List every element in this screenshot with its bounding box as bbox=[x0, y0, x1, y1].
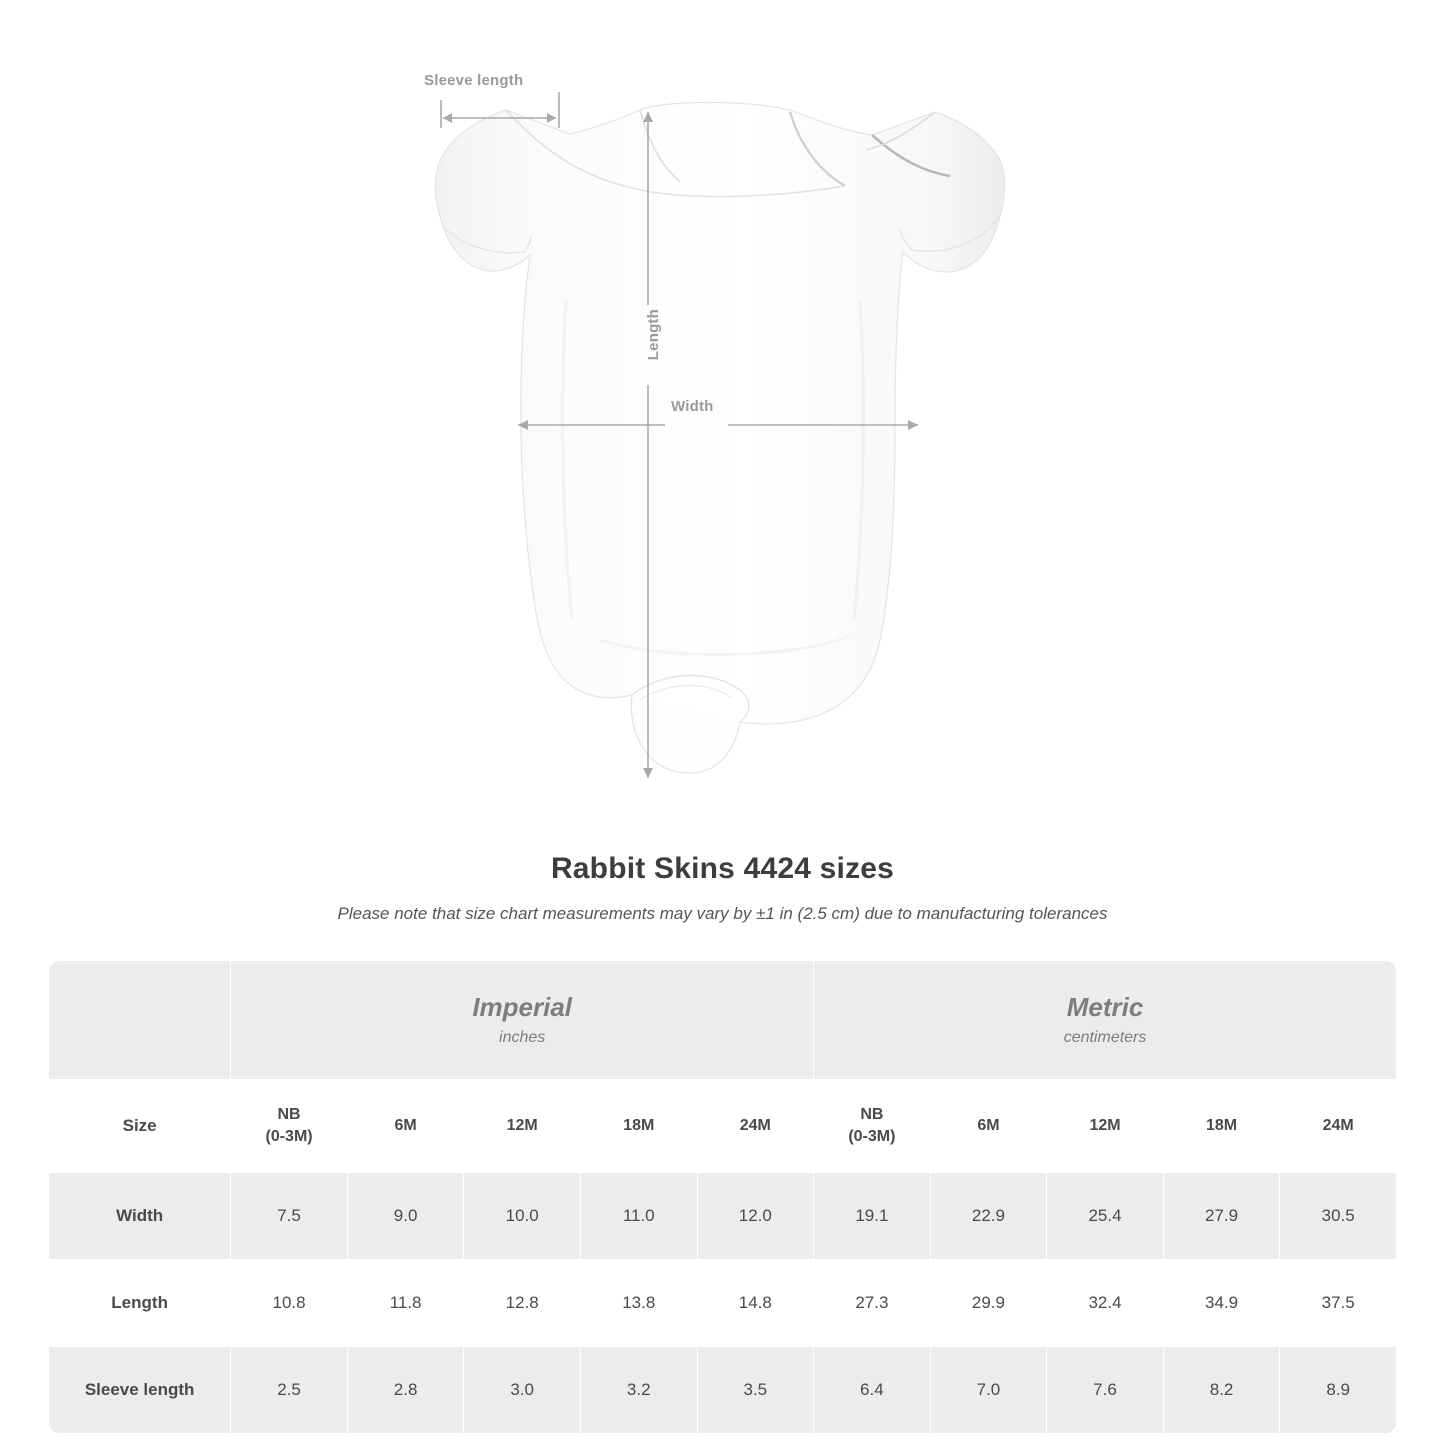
cell-sleeve-metric-6m: 7.0 bbox=[930, 1347, 1047, 1434]
cell-length-imperial-6m: 11.8 bbox=[347, 1260, 464, 1347]
cell-length-imperial-18m: 13.8 bbox=[580, 1260, 697, 1347]
table-row bbox=[49, 1260, 1397, 1347]
unit-header-row bbox=[49, 961, 1397, 1080]
col-header-metric-24m: 24M bbox=[1280, 1080, 1397, 1173]
cell-width-imperial-12m: 10.0 bbox=[464, 1173, 581, 1260]
cell-length-metric-24m: 37.5 bbox=[1280, 1260, 1397, 1347]
width-label: Width bbox=[671, 398, 714, 415]
col-header-metric-nb bbox=[814, 1080, 931, 1173]
cell-width-metric-12m: 25.4 bbox=[1047, 1173, 1164, 1260]
size-corner-label: Size bbox=[49, 1080, 231, 1173]
cell-width-imperial-6m: 9.0 bbox=[347, 1173, 464, 1260]
unit-group-imperial bbox=[231, 961, 814, 1080]
table-row bbox=[49, 1347, 1397, 1434]
title-block bbox=[0, 852, 1445, 924]
cell-width-metric-6m: 22.9 bbox=[930, 1173, 1047, 1260]
cell-width-metric-18m: 27.9 bbox=[1163, 1173, 1280, 1260]
col-header-line1: NB bbox=[277, 1106, 301, 1124]
cell-width-imperial-18m: 11.0 bbox=[580, 1173, 697, 1260]
cell-length-metric-18m: 34.9 bbox=[1163, 1260, 1280, 1347]
row-label-width: Width bbox=[49, 1173, 231, 1260]
col-header-metric-6m: 6M bbox=[930, 1080, 1047, 1173]
col-header-metric-18m: 18M bbox=[1163, 1080, 1280, 1173]
cell-width-metric-nb: 19.1 bbox=[814, 1173, 931, 1260]
unit-corner-cell bbox=[49, 961, 231, 1080]
unit-group-imperial-name: Imperial bbox=[472, 992, 573, 1023]
cell-width-metric-24m: 30.5 bbox=[1280, 1173, 1397, 1260]
cell-width-imperial-24m: 12.0 bbox=[697, 1173, 814, 1260]
unit-group-metric-name: Metric bbox=[1066, 992, 1144, 1023]
unit-group-metric bbox=[814, 961, 1397, 1080]
cell-sleeve-imperial-12m: 3.0 bbox=[464, 1347, 581, 1434]
unit-group-metric-sub: centimeters bbox=[1063, 1028, 1147, 1046]
cell-sleeve-metric-18m: 8.2 bbox=[1163, 1347, 1280, 1434]
cell-length-imperial-12m: 12.8 bbox=[464, 1260, 581, 1347]
cell-sleeve-imperial-nb: 2.5 bbox=[231, 1347, 348, 1434]
cell-sleeve-metric-nb: 6.4 bbox=[814, 1347, 931, 1434]
cell-length-metric-12m: 32.4 bbox=[1047, 1260, 1164, 1347]
unit-group-imperial-sub: inches bbox=[499, 1028, 546, 1046]
col-header-line2: (0-3M) bbox=[265, 1128, 313, 1145]
cell-width-imperial-nb: 7.5 bbox=[231, 1173, 348, 1260]
size-header-row bbox=[49, 1080, 1397, 1173]
bodysuit-shape bbox=[435, 102, 1004, 773]
col-header-metric-12m: 12M bbox=[1047, 1080, 1164, 1173]
col-header-imperial-18m: 18M bbox=[580, 1080, 697, 1173]
sleeve-length-label: Sleeve length bbox=[424, 72, 524, 89]
col-header-imperial-24m: 24M bbox=[697, 1080, 814, 1173]
row-label-sleeve-length: Sleeve length bbox=[49, 1347, 231, 1434]
cell-length-imperial-24m: 14.8 bbox=[697, 1260, 814, 1347]
cell-length-imperial-nb: 10.8 bbox=[231, 1260, 348, 1347]
cell-sleeve-imperial-18m: 3.2 bbox=[580, 1347, 697, 1434]
col-header-line2: (0-3M) bbox=[848, 1128, 896, 1145]
cell-sleeve-metric-24m: 8.9 bbox=[1280, 1347, 1397, 1434]
size-table-wrapper bbox=[48, 960, 1397, 1434]
col-header-imperial-6m: 6M bbox=[347, 1080, 464, 1173]
cell-sleeve-metric-12m: 7.6 bbox=[1047, 1347, 1164, 1434]
cell-length-metric-nb: 27.3 bbox=[814, 1260, 931, 1347]
length-label: Length bbox=[645, 309, 662, 361]
page-title: Rabbit Skins 4424 sizes bbox=[550, 852, 895, 885]
cell-length-metric-6m: 29.9 bbox=[930, 1260, 1047, 1347]
cell-sleeve-imperial-24m: 3.5 bbox=[697, 1347, 814, 1434]
table-row bbox=[49, 1173, 1397, 1260]
row-label-length: Length bbox=[49, 1260, 231, 1347]
col-header-imperial-12m: 12M bbox=[464, 1080, 581, 1173]
cell-sleeve-imperial-6m: 2.8 bbox=[347, 1347, 464, 1434]
col-header-imperial-nb bbox=[231, 1080, 348, 1173]
size-chart-table bbox=[48, 960, 1397, 1434]
tolerance-note: Please note that size chart measurements may vary by ±1 in (2.5 cm) due to manufacturing tolerances bbox=[337, 904, 1108, 923]
col-header-line1: NB bbox=[860, 1106, 884, 1124]
